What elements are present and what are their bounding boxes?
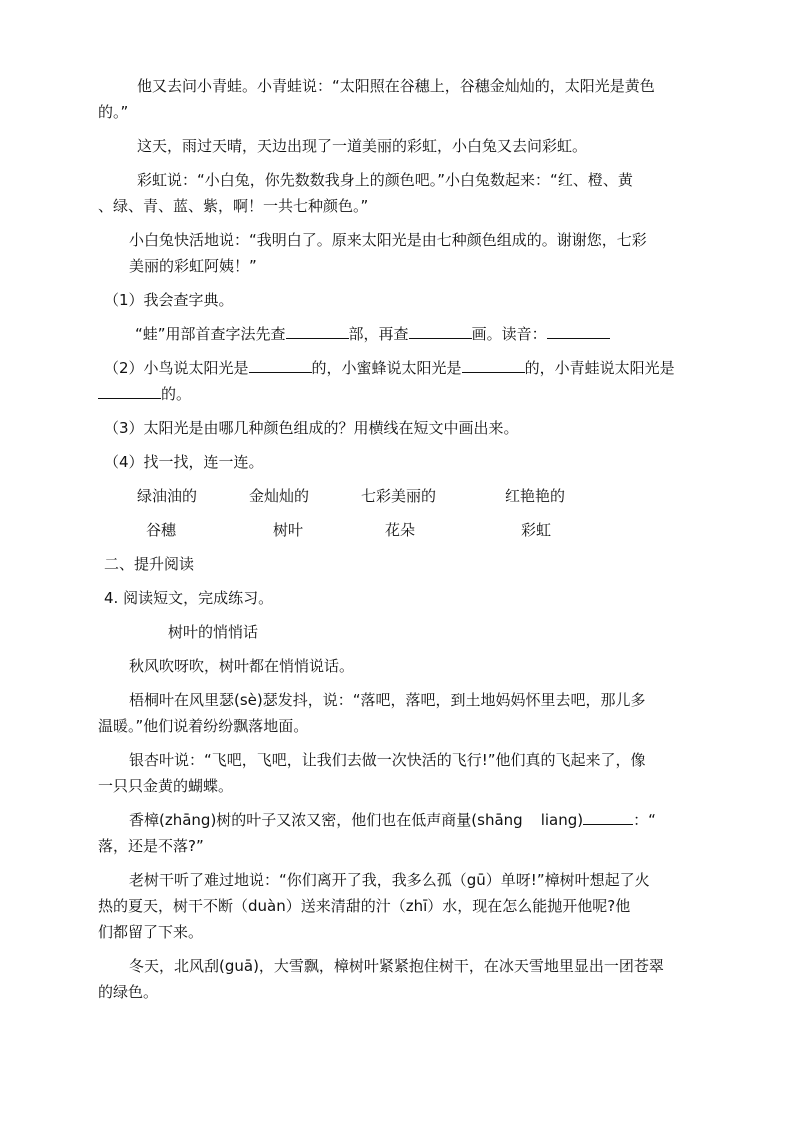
match-top-word[interactable]: 绿油油的 [137, 487, 198, 505]
q2-text-c: 的，小青蛙说太阳光是 [524, 359, 675, 377]
answer-blank-strokes[interactable] [409, 324, 472, 339]
passage-line: 的。” [98, 103, 129, 121]
answer-blank-bird[interactable] [249, 358, 312, 373]
match-bottom-word[interactable]: 树叶 [273, 521, 304, 539]
q1-text-b: 部，再查 [348, 325, 409, 343]
passage-line: 他又去问小青蛙。小青蛙说：“太阳照在谷穗上，谷穗金灿灿的，太阳光是黄色 [137, 77, 655, 95]
passage-line: 、绿、青、蓝、紫，啊！一共七种颜色。” [98, 197, 369, 215]
story-line: 落，还是不落?” [98, 837, 204, 855]
story-line: 冬天，北风刮(guā)，大雪飘，樟树叶紧紧抱住树干，在冰天雪地里显出一团苍翠 [129, 957, 664, 975]
match-top-word[interactable]: 七彩美丽的 [361, 487, 437, 505]
story-line: 热的夏天，树干不断（duàn）送来清甜的汁（zhī）水，现在怎么能抛开他呢?他 [98, 897, 631, 915]
answer-blank-adverb[interactable] [583, 810, 633, 825]
question-2-line2 [98, 384, 191, 404]
passage-line: 小白兔快活地说：“我明白了。原来太阳光是由七种颜色组成的。谢谢您，七彩 [129, 231, 647, 249]
story-line-with-blank [129, 810, 656, 830]
match-bottom-word[interactable]: 彩虹 [521, 521, 552, 539]
question-1-label: （1）我会查字典。 [104, 291, 234, 309]
story-line: 老树干听了难过地说：“你们离开了我，我多么孤（gū）单呀!”樟树叶想起了火 [129, 871, 650, 889]
story-line: 梧桐叶在风里瑟(sè)瑟发抖，说：“落吧，落吧，到土地妈妈怀里去吧，那儿多 [129, 691, 646, 709]
match-bottom-word[interactable]: 花朵 [385, 521, 416, 539]
story-text: 香樟(zhāng)树的叶子又浓又密，他们也在低声商量(shāng [129, 811, 523, 829]
story-line: 秋风吹呀吹，树叶都在悄悄说话。 [129, 657, 355, 675]
passage-line: 彩虹说：“小白兔，你先数数我身上的颜色吧。”小白兔数起来：“红、橙、黄 [137, 171, 633, 189]
answer-blank-radical[interactable] [286, 324, 349, 339]
story-line: 的绿色。 [98, 983, 159, 1001]
match-bottom-word[interactable]: 谷穗 [146, 521, 177, 539]
section-heading: 二、提升阅读 [104, 555, 195, 573]
answer-blank-pinyin[interactable] [547, 324, 610, 339]
match-top-word[interactable]: 红艳艳的 [505, 487, 566, 505]
answer-blank-bee[interactable] [462, 358, 525, 373]
question-2-line1 [104, 358, 675, 378]
q2-text-b: 的，小蜜蜂说太阳光是 [311, 359, 462, 377]
match-top-word[interactable]: 金灿灿的 [249, 487, 310, 505]
story-line: 温暖。”他们说着纷纷飘落地面。 [98, 717, 309, 735]
question-3: （3）太阳光是由哪几种颜色组成的？用横线在短文中画出来。 [104, 419, 519, 437]
question-4: （4）找一找，连一连。 [104, 453, 264, 471]
passage-line: 这天，雨过天晴，天边出现了一道美丽的彩虹，小白兔又去问彩虹。 [137, 137, 588, 155]
story-line: 一只只金黄的蝴蝶。 [98, 777, 234, 795]
q1-text-a: “蛙”用部首查字法先查 [135, 325, 286, 343]
q2-text-d: 的。 [161, 385, 192, 403]
q2-text-a: （2）小鸟说太阳光是 [104, 359, 249, 377]
answer-blank-frog[interactable] [98, 384, 161, 399]
story-line: 银杏叶说：“飞吧，飞吧，让我们去做一次快活的飞行!”他们真的飞起来了，像 [129, 751, 646, 769]
story-text: liang) [540, 811, 584, 829]
story-text: ：“ [633, 811, 656, 829]
exercise-intro: 4. 阅读短文，完成练习。 [104, 589, 274, 607]
question-1-body [135, 324, 610, 344]
passage-line: 美丽的彩虹阿姨！” [129, 257, 257, 275]
story-title: 树叶的悄悄话 [168, 623, 259, 641]
story-line: 们都留了下来。 [98, 923, 204, 941]
q1-text-c: 画。读音： [471, 325, 547, 343]
